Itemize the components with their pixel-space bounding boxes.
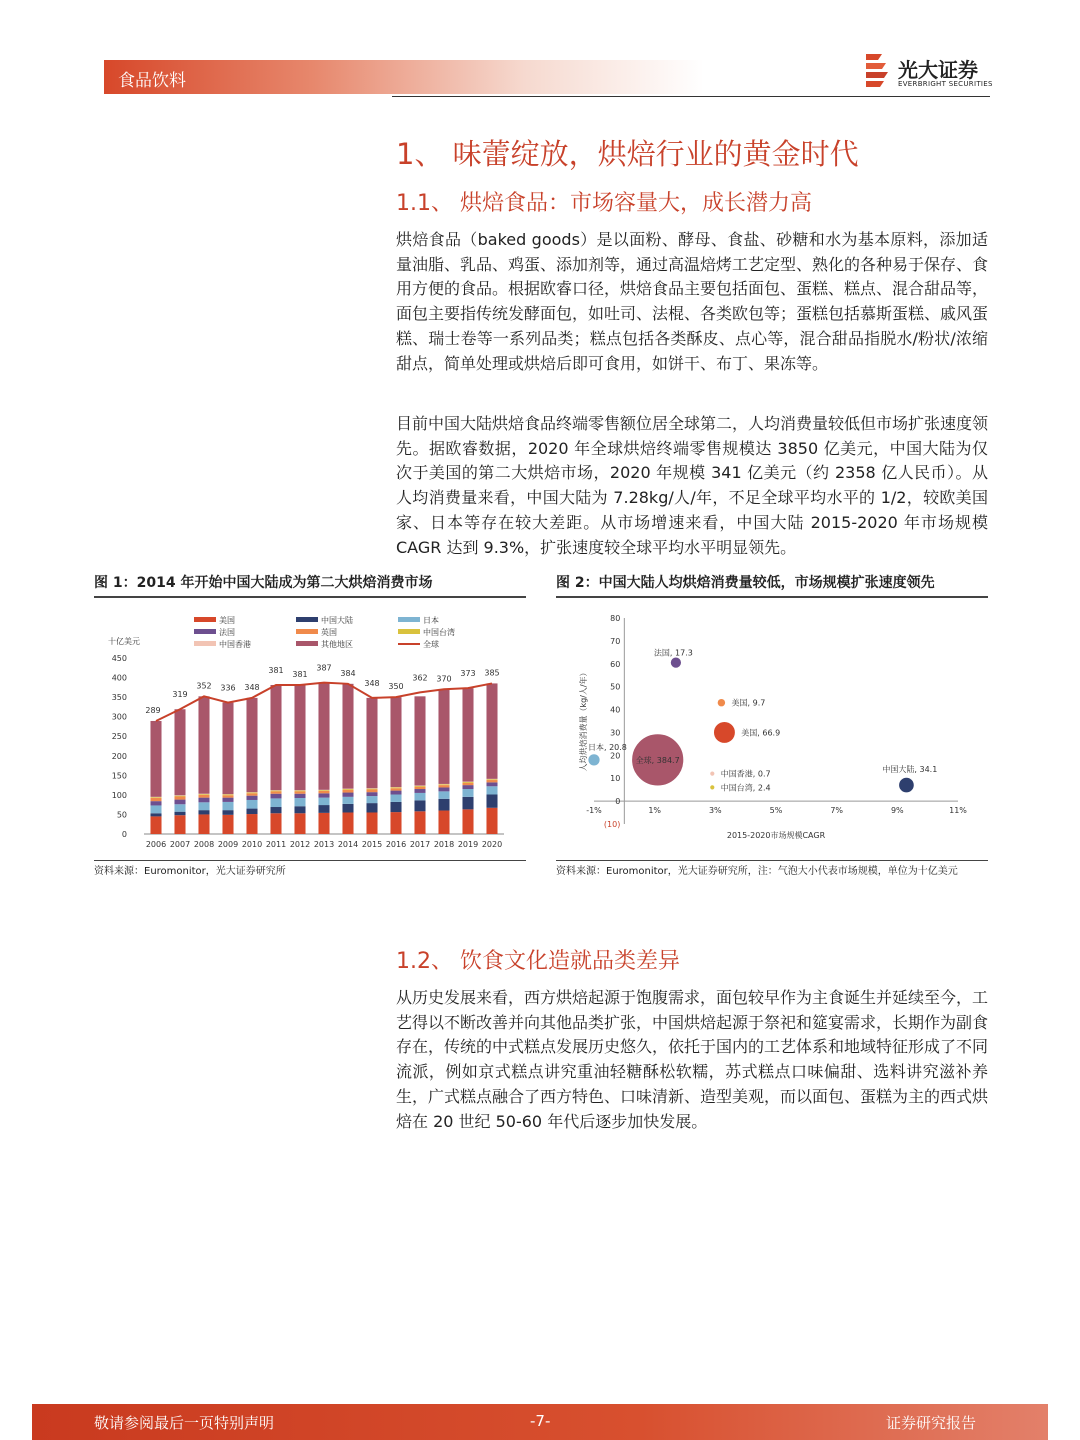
bar-美国-2010 [246,814,257,834]
bar-其他地区-2008 [198,696,209,793]
bubble-美国 [717,699,725,707]
line-data-label: 352 [196,681,212,691]
x-tick-label: 2013 [313,840,335,849]
bar-中国台湾-2010 [246,793,257,794]
y-tick-label: 150 [111,771,127,781]
bar-中国台湾-2013 [318,790,329,791]
bar-日本-2014 [342,797,353,804]
x-tick-label: 9% [890,806,904,816]
legend-label-中国台湾: 中国台湾 [423,628,455,637]
header-rule [392,96,990,97]
bar-美国-2020 [486,808,497,834]
bar-法国-2008 [198,798,209,803]
logo-text: 光大证券 [898,58,978,82]
x-tick-label: 2016 [385,840,407,849]
bubble-中国台湾 [710,785,715,790]
bar-美国-2017 [414,811,425,834]
subsection-title-1-2: 1.2、 饮食文化造就品类差异 [396,949,680,974]
bar-日本-2015 [366,796,377,803]
figure1-source: 资料来源：Euromonitor，光大证券研究所 [94,866,286,877]
bar-美国-2015 [366,812,377,834]
y-axis-title: 人均烘焙消费量（kg/人/年） [579,668,588,772]
bubble-日本 [588,754,600,766]
bar-其他地区-2020 [486,683,497,778]
bar-美国-2006 [150,816,161,834]
legend-swatch-中国香港 [194,641,216,646]
legend-swatch-中国台湾 [398,629,420,634]
header-bar [104,60,704,94]
bar-美国-2011 [270,813,281,834]
bar-中国大陆-2012 [294,806,305,813]
line-data-label: 348 [364,678,380,688]
legend-swatch-其他地区 [296,641,318,646]
x-tick-label: 2010 [241,840,263,849]
bar-法国-2020 [486,782,497,786]
bar-其他地区-2014 [342,684,353,789]
bar-英国-2009 [222,795,233,797]
bubble-label: 中国香港, 0.7 [720,769,771,779]
x-tick-label: 2018 [433,840,455,849]
x-tick-label: 2019 [457,840,479,849]
bubble-label: 美国, 9.7 [731,698,766,708]
bar-英国-2007 [174,796,185,799]
bar-中国大陆-2019 [462,797,473,810]
y-tick-label: 450 [111,654,127,663]
bubble-中国香港 [710,771,715,776]
legend-label-英国: 英国 [321,628,337,637]
bar-英国-2018 [438,785,449,787]
bar-中国台湾-2008 [198,794,209,795]
bar-中国台湾-2011 [270,791,281,792]
bar-中国台湾-2016 [390,787,401,788]
bar-中国大陆-2013 [318,805,329,813]
figure2-rule [556,596,988,598]
bar-英国-2011 [270,791,281,793]
bubble-label: 中国台湾, 2.4 [720,783,771,793]
y-tick-label: 20 [610,751,621,761]
bar-中国大陆-2011 [270,807,281,813]
paragraph-baked-goods-definition: 烘焙食品（baked goods）是以面粉、酵母、食盐、砂糖和水为基本原料，添加适量油脂、乳品、鸡蛋、添加剂等，通过高温焙烤工艺定型、熟化的各种易于保存、食用方便的食品。根据欧睿口径，烘焙食品主要包括面包、蛋糕、糕点、混合甜品等，面包主要指传统发酵面包，如吐司、法棍、各类欧包等；蛋糕包括慕斯蛋糕、戚风蛋糕、瑞士卷等一系列品类；糕点包括各类酥皮、点心等，混合甜品指脱水/粉状/浓缩甜点，简单处理或烘焙后即可食用，如饼干、布丁、果冻等。 [396,230,989,373]
y-tick-label: 300 [111,712,127,722]
bar-英国-2008 [198,795,209,798]
line-data-label: 381 [292,669,308,679]
line-data-label: 385 [484,668,500,678]
bar-美国-2013 [318,813,329,834]
bar-日本-2012 [294,798,305,806]
bar-法国-2018 [438,787,449,791]
bubble-label: 全球, 384.7 [635,755,680,765]
y-tick-label: 70 [610,636,621,646]
bar-中国台湾-2017 [414,786,425,787]
everbright-logo-icon [860,52,894,92]
bar-其他地区-2010 [246,698,257,792]
bar-日本-2006 [150,805,161,813]
bar-中国大陆-2007 [174,812,185,816]
y-tick-label: 80 [610,614,621,623]
y-axis-unit: 十亿美元 [108,637,140,646]
bar-日本-2016 [390,794,401,801]
figure2-source: 资料来源：Euromonitor，光大证券研究所，注：气泡大小代表市场规模，单位为十亿美元 [556,866,958,877]
x-tick-label: 3% [708,806,722,816]
x-tick-label: 1% [648,806,662,816]
y-tick-label: 30 [610,728,621,738]
legend-label-全球: 全球 [423,640,439,649]
bar-中国台湾-2014 [342,789,353,790]
everbright-logo [860,52,1000,92]
bar-其他地区-2016 [390,697,401,787]
bar-美国-2008 [198,814,209,834]
x-tick-label: 2015 [361,840,383,849]
paragraph-market-overview: 目前中国大陆烘焙食品终端零售额位居全球第二，人均消费量较低但市场扩张速度领先。据欧睿数据，2020 年全球烘焙终端零售规模达 3850 亿美元，中国大陆为仅次于美国的第二大烘焙市场，2020 年规模 341 亿美元（约 2358 亿人民币）。从人均消费量来看，中国大陆为 7.28kg/人/年，不足全球平均水平的 1/2，较欧美国家、日本等存在较大差距。从市场增速来看，中国大陆 2015-2020 年市场规模 CAGR 达到 9.3%，扩张速度较全球平均水平明显领先。 [396,414,989,557]
y-tick-label: 0 [615,797,621,807]
footer-report-type: 证券研究报告 [886,1414,977,1432]
bar-法国-2016 [390,791,401,795]
bar-其他地区-2009 [222,703,233,795]
y-tick-label: (10) [603,820,621,829]
legend-swatch-日本 [398,617,420,622]
line-data-label: 336 [220,683,236,693]
y-tick-label: 50 [116,810,127,820]
bar-其他地区-2015 [366,698,377,788]
bar-英国-2013 [318,791,329,793]
bar-法国-2014 [342,793,353,797]
footer-disclaimer: 敬请参阅最后一页特别声明 [94,1414,275,1432]
figure2-title: 图 2：中国大陆人均烘焙消费量较低，市场规模扩张速度领先 [556,575,935,591]
x-tick-label: 2009 [217,840,239,849]
bar-中国台湾-2007 [174,796,185,797]
legend-label-其他地区: 其他地区 [321,640,353,649]
bar-法国-2017 [414,789,425,793]
y-tick-label: 0 [121,830,127,839]
legend-swatch-中国大陆 [296,617,318,622]
section-title: 1、 味蕾绽放，烘焙行业的黄金时代 [396,137,859,171]
bar-中国台湾-2018 [438,784,449,785]
bar-法国-2009 [222,798,233,802]
x-tick-label: 2011 [265,840,287,849]
legend-label-中国大陆: 中国大陆 [321,616,353,625]
bar-英国-2006 [150,798,161,801]
bar-中国大陆-2016 [390,802,401,812]
y-tick-label: 350 [111,693,127,703]
bar-其他地区-2017 [414,696,425,785]
figure2-bubble-chart [556,604,988,856]
bubble-label: 美国, 66.9 [741,728,781,738]
bar-法国-2013 [318,793,329,797]
bar-中国大陆-2015 [366,803,377,812]
bar-日本-2020 [486,786,497,794]
bar-美国-2012 [294,813,305,834]
y-tick-label: 10 [610,774,621,784]
bar-其他地区-2007 [174,709,185,795]
y-tick-label: 50 [610,682,621,692]
x-tick-label: 2017 [409,840,431,849]
x-tick-label: 2007 [169,840,191,849]
x-axis-title: 2015-2020市场规模CAGR [726,831,826,840]
bar-中国大陆-2006 [150,813,161,816]
bar-其他地区-2013 [318,683,329,790]
bar-法国-2011 [270,794,281,799]
bar-英国-2017 [414,787,425,789]
y-tick-label: 250 [111,732,127,742]
legend-label-日本: 日本 [423,616,439,625]
bubble-label: 法国, 17.3 [653,648,693,658]
bar-日本-2018 [438,791,449,798]
page-number: -7- [530,1412,551,1430]
bar-中国大陆-2018 [438,799,449,811]
bar-日本-2009 [222,802,233,810]
bar-其他地区-2006 [150,721,161,797]
bar-美国-2018 [438,811,449,834]
bar-美国-2019 [462,809,473,834]
bar-中国台湾-2019 [462,782,473,783]
bar-法国-2010 [246,796,257,800]
bar-其他地区-2011 [270,685,281,790]
bar-日本-2010 [246,800,257,809]
line-data-label: 350 [388,682,404,692]
bar-中国台湾-2012 [294,791,305,792]
bar-日本-2013 [318,798,329,805]
bubble-法国 [670,657,681,668]
bar-日本-2017 [414,793,425,800]
bar-中国大陆-2017 [414,800,425,811]
page-footer [32,1404,1048,1440]
x-tick-label: 5% [769,806,783,816]
bar-其他地区-2018 [438,689,449,784]
x-tick-label: 2012 [289,840,311,849]
y-tick-label: 60 [610,659,621,669]
bar-美国-2016 [390,812,401,834]
paragraph-food-culture: 从历史发展来看，西方烘焙起源于饱腹需求，面包较早作为主食诞生并延续至今，工艺得以不断改善并向其他品类扩张，中国烘焙起源于祭祀和筵宴需求，长期作为副食存在，传统的中式糕点发展历史悠久，依托于国内的工艺体系和地域特征形成了不同流派，例如京式糕点讲究重油轻糖酥松软糯，苏式糕点口味偏甜、选料讲究滋补养生，广式糕点融合了西方特色、口味清新、造型美观，而以面包、蛋糕为主的西式烘焙在 20 世纪 50-60 年代后逐步加快发展。 [396,988,989,1131]
line-data-label: 387 [316,663,332,673]
legend-label-中国香港: 中国香港 [219,640,251,649]
bar-法国-2012 [294,794,305,798]
legend-label-美国: 美国 [219,616,235,625]
bar-英国-2016 [390,788,401,790]
line-data-label: 362 [412,673,428,683]
figure1-title: 图 1：2014 年开始中国大陆成为第二大烘焙消费市场 [94,575,433,591]
line-data-label: 384 [340,668,356,678]
bar-英国-2010 [246,793,257,795]
line-data-label: 381 [268,665,284,675]
bar-中国台湾-2006 [150,797,161,798]
subsection-title-1-1: 1.1、 烘焙食品：市场容量大，成长潜力高 [396,191,812,216]
bar-美国-2007 [174,815,185,834]
y-tick-label: 40 [610,705,621,715]
bar-英国-2019 [462,783,473,785]
bar-其他地区-2012 [294,685,305,790]
y-tick-label: 100 [111,790,127,800]
legend-swatch-法国 [194,629,216,634]
bar-法国-2015 [366,792,377,796]
bar-美国-2014 [342,812,353,834]
y-tick-label: 200 [111,751,127,761]
legend-swatch-英国 [296,629,318,634]
bar-中国台湾-2009 [222,794,233,795]
bar-法国-2019 [462,785,473,789]
x-tick-label: 11% [949,806,967,816]
x-tick-label: -1% [586,806,602,816]
line-data-label: 319 [172,690,188,700]
x-tick-label: 2014 [337,840,359,849]
bar-中国大陆-2010 [246,809,257,814]
bar-中国大陆-2014 [342,804,353,813]
line-data-label: 348 [244,682,260,692]
x-tick-label: 2020 [481,840,503,849]
bubble-label: 日本, 20.8 [588,742,627,752]
bar-中国大陆-2008 [198,810,209,814]
bar-英国-2020 [486,780,497,782]
bar-日本-2007 [174,804,185,811]
bar-日本-2008 [198,802,209,810]
category-label: 食品饮料 [118,71,186,91]
legend-swatch-美国 [194,617,216,622]
legend-label-法国: 法国 [219,628,235,637]
line-data-label: 370 [436,674,452,684]
bar-美国-2009 [222,815,233,834]
x-tick-label: 7% [830,806,844,816]
bubble-中国大陆 [899,777,914,792]
logo-subtext: EVERBRIGHT SECURITIES [898,80,993,88]
figure1-bottom-rule [94,860,526,861]
figure1-stacked-bar-chart [94,604,526,856]
bubble-label: 中国大陆, 34.1 [882,765,938,775]
figure1-rule [94,596,526,598]
bar-法国-2007 [174,800,185,805]
bar-法国-2006 [150,801,161,805]
bubble-美国 [714,722,736,744]
bar-中国台湾-2020 [486,779,497,780]
bar-中国大陆-2020 [486,794,497,807]
bar-英国-2014 [342,790,353,793]
bar-日本-2019 [462,789,473,797]
bar-中国台湾-2015 [366,789,377,790]
x-tick-label: 2006 [145,840,167,849]
bar-英国-2012 [294,791,305,793]
line-data-label: 289 [145,705,161,715]
x-tick-label: 2008 [193,840,215,849]
bar-日本-2011 [270,798,281,807]
bar-中国大陆-2009 [222,810,233,815]
line-data-label: 373 [460,669,476,679]
bar-英国-2015 [366,789,377,792]
y-tick-label: 400 [111,673,127,683]
figure2-bottom-rule [556,860,988,861]
bar-其他地区-2019 [462,688,473,781]
